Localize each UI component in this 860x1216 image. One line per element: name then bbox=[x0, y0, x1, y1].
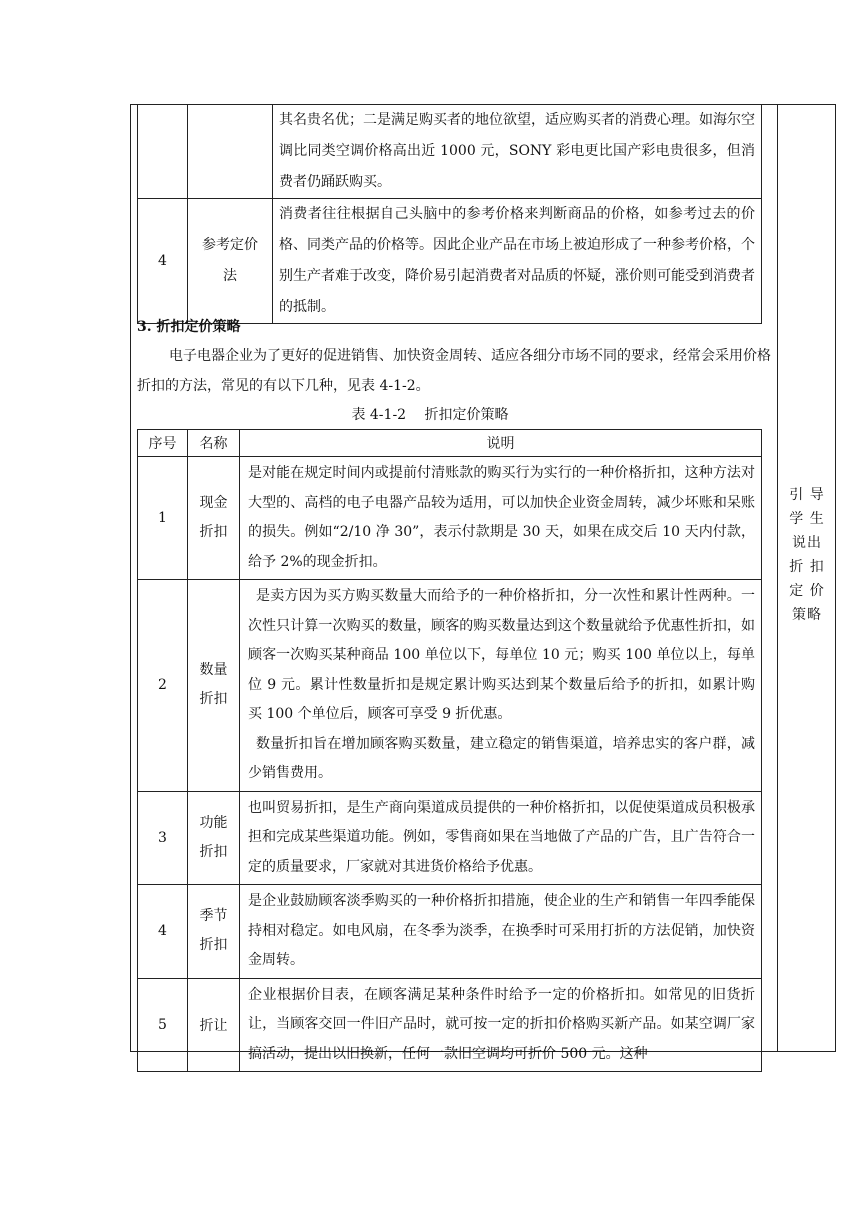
row-description bbox=[240, 580, 762, 792]
row-name-line: 季节 bbox=[199, 908, 228, 925]
row-description-paragraph: 是卖方因为买方购买数量大而给予的一种价格折扣，分一次性和累计性两种。一次性只计算一次购买的数量，顾客的购买数量达到这个数量就给予优惠性折扣，如顾客一次购买某种商品 100 单位以下，每单位 10 元；购买 100 单位以上，每单位 9 元。累计性数量折扣是规定累计购买达到某个数量后给予的折扣，如累计购买 100 个单位后，顾客可享受 9 折优惠。 bbox=[248, 588, 755, 722]
row-number: 5 bbox=[138, 978, 188, 1072]
discount-table bbox=[137, 429, 762, 1072]
row-number: 1 bbox=[138, 457, 188, 580]
teaching-note-line: 策略 bbox=[792, 607, 822, 623]
row-number: 2 bbox=[138, 580, 188, 792]
table-row bbox=[138, 791, 762, 885]
teaching-note-line: 定 价 bbox=[789, 583, 825, 599]
table-row bbox=[138, 105, 762, 199]
table-row bbox=[138, 885, 762, 979]
row-name-line: 现金 bbox=[199, 495, 228, 511]
row-number bbox=[138, 105, 188, 199]
row-name bbox=[188, 457, 240, 580]
row-name bbox=[188, 885, 240, 979]
row-description: 企业根据价目表，在顾客满足某种条件时给予一定的价格折扣。如常见的旧货折让，当顾客交回一件旧产品时，就可按一定的折扣价格购买新产品。如某空调厂家搞活动，提出以旧换新，任何一款旧空调均可折价 500 元。这种 bbox=[240, 978, 762, 1072]
table-header-row bbox=[138, 430, 762, 457]
header-name: 名称 bbox=[188, 430, 240, 457]
row-description: 是企业鼓励顾客淡季购买的一种价格折扣措施，使企业的生产和销售一年四季能保持相对稳定。如电风扇，在冬季为淡季，在换季时可采用打折的方法促销，加快资金周转。 bbox=[240, 885, 762, 979]
teaching-note-line: 学 生 bbox=[789, 511, 825, 527]
row-name bbox=[188, 105, 273, 199]
pricing-method-table bbox=[137, 104, 762, 324]
row-number: 4 bbox=[138, 199, 188, 324]
row-name-line: 数量 bbox=[199, 662, 228, 679]
row-name-line: 参考定价 bbox=[202, 237, 258, 253]
row-name bbox=[188, 580, 240, 792]
row-name-line: 功能 bbox=[199, 814, 228, 831]
row-description: 是对能在规定时间内或提前付清账款的购买行为实行的一种价格折扣，这种方法对大型的、高档的电子电器产品较为适用，可以加快企业资金周转，减少坏账和呆账的损失。例如“2/10 净 30”，表示付款期是 30 天，如果在成交后 10 天内付款，给予 2%的现金折扣。 bbox=[240, 457, 762, 580]
row-description-paragraph: 数量折扣旨在增加顾客购买数量，建立稳定的销售渠道，培养忠实的客户群，减少销售费用。 bbox=[248, 735, 755, 781]
row-name bbox=[188, 199, 273, 324]
teaching-note-line: 引 导 bbox=[789, 487, 825, 503]
row-name-line: 折扣 bbox=[199, 937, 228, 954]
row-name-line: 折扣 bbox=[199, 843, 228, 860]
teaching-note bbox=[778, 483, 836, 627]
row-name-line: 折扣 bbox=[199, 524, 228, 540]
row-name: 折让 bbox=[188, 978, 240, 1072]
header-description: 说明 bbox=[240, 430, 762, 457]
row-number: 3 bbox=[138, 791, 188, 885]
table-row bbox=[138, 457, 762, 580]
header-number: 序号 bbox=[138, 430, 188, 457]
row-name-line: 法 bbox=[223, 268, 237, 284]
row-description: 也叫贸易折扣，是生产商向渠道成员提供的一种价格折扣，以促使渠道成员积极承担和完成某些渠道功能。例如，零售商如果在当地做了产品的广告，且广告符合一定的质量要求，厂家就对其进货价格给予优惠。 bbox=[240, 791, 762, 885]
row-name bbox=[188, 791, 240, 885]
table-row bbox=[138, 199, 762, 324]
section-heading: 3. 折扣定价策略 bbox=[137, 319, 241, 335]
table-caption: 表 4-1-2 折扣定价策略 bbox=[351, 407, 509, 423]
teaching-note-line: 说出 bbox=[792, 535, 822, 551]
row-description: 消费者往往根据自己头脑中的参考价格来判断商品的价格，如参考过去的价格、同类产品的价格等。因此企业产品在市场上被迫形成了一种参考价格，个别生产者难于改变，降价易引起消费者对品质的怀疑，涨价则可能受到消费者的抵制。 bbox=[273, 199, 762, 324]
table-row bbox=[138, 978, 762, 1072]
table-row bbox=[138, 580, 762, 792]
row-name-line: 折扣 bbox=[199, 691, 228, 708]
row-number: 4 bbox=[138, 885, 188, 979]
section-paragraph: 电子电器企业为了更好的促进销售、加快资金周转、适应各细分市场不同的要求，经常会采用价格折扣的方法，常见的有以下几种，见表 4-1-2。 bbox=[137, 348, 771, 394]
teaching-note-line: 折 扣 bbox=[789, 559, 825, 575]
row-description: 其名贵名优；二是满足购买者的地位欲望，适应购买者的消费心理。如海尔空调比同类空调价格高出近 1000 元，SONY 彩电更比国产彩电贵很多，但消费者仍踊跃购买。 bbox=[273, 105, 762, 199]
